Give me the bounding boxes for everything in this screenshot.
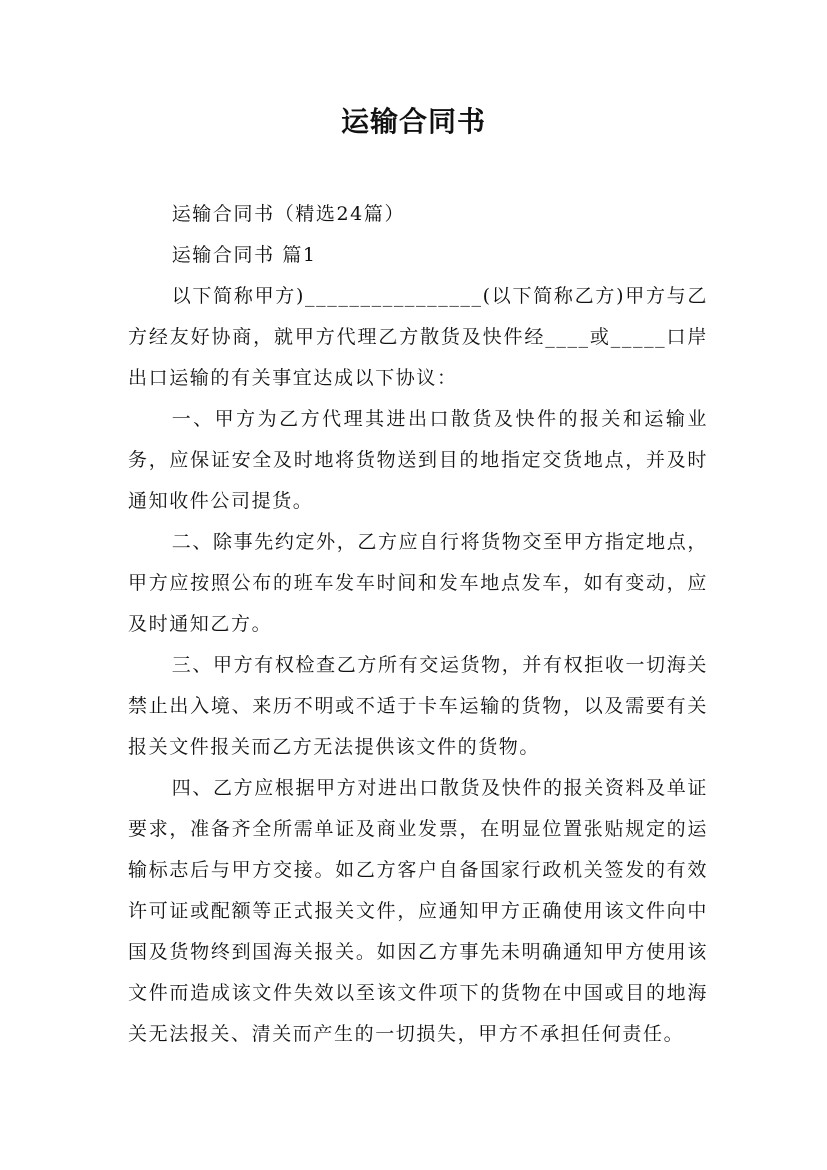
clause-2-paragraph: 二、除事先约定外，乙方应自行将货物交至甲方指定地点，甲方应按照公布的班车发车时间和发车地点发车，如有变动，应及时通知乙方。 — [128, 531, 708, 635]
clause-3-paragraph: 三、甲方有权检查乙方所有交运货物，并有权拒收一切海关禁止出入境、来历不明或不适于卡车运输的货物，以及需要有关报关文件报关而乙方无法提供该文件的货物。 — [128, 654, 708, 758]
intro-paragraph: 以下简称甲方)________________(以下简称乙方)甲方与乙方经友好协商，就甲方代理乙方散货及快件经____或_____口岸出口运输的有关事宜达成以下协议： — [128, 285, 708, 389]
document-title: 运输合同书 — [340, 105, 486, 138]
clause-4-paragraph: 四、乙方应根据甲方对进出口散货及快件的报关资料及单证要求，准备齐全所需单证及商业发票，在明显位置张贴规定的运输标志后与甲方交接。如乙方客户自备国家行政机关签发的有效许可证或配额等正式报关文件，应通知甲方正确使用该文件向中国及货物终到国海关报关。如因乙方事先未明确通知甲方使用该文件而造成该文件失效以至该文件项下的货物在中国或目的地海关无法报关、清关而产生的一切损失，甲方不承担任何责任。 — [128, 777, 708, 1045]
section-heading-paragraph: 运输合同书 篇1 — [171, 244, 317, 266]
document-body — [128, 194, 708, 1055]
subtitle-paragraph: 运输合同书（精选24篇） — [171, 203, 406, 225]
clause-1-paragraph: 一、甲方为乙方代理其进出口散货及快件的报关和运输业务，应保证安全及时地将货物送到目的地指定交货地点，并及时通知收件公司提货。 — [128, 408, 708, 512]
